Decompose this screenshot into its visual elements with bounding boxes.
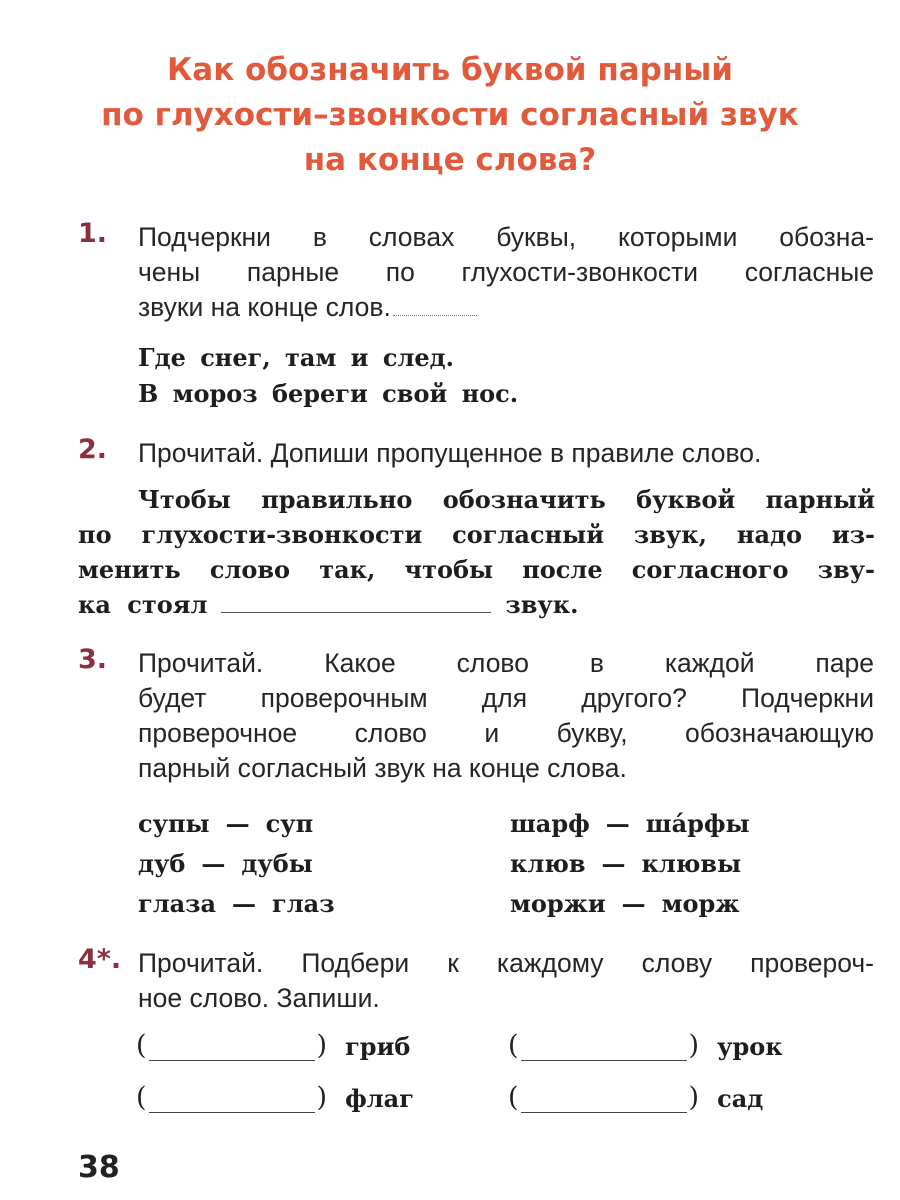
rule-line: по глухости-звонкости согласный звук, надо из-	[78, 520, 875, 549]
answer-blank[interactable]	[149, 1034, 315, 1061]
task-1-number: 1.	[78, 218, 108, 249]
task-1-examples	[138, 340, 518, 412]
rule-last-end: звук.	[505, 590, 579, 619]
fill-row	[508, 1030, 783, 1061]
pair-word[interactable]: дубы	[241, 849, 313, 878]
pair-word[interactable]: клюв	[510, 849, 586, 878]
rule-text	[78, 482, 875, 622]
task-4-word: урок	[717, 1032, 783, 1061]
rule-last-start: ка стоял	[78, 590, 208, 619]
open-paren: (	[136, 1030, 147, 1061]
page-number: 38	[78, 1150, 120, 1185]
title-line-3: на конце слова?	[303, 142, 597, 178]
page-title	[0, 48, 900, 183]
pair-dash: —	[605, 809, 630, 838]
word-pair[interactable]	[138, 884, 335, 924]
word-pair[interactable]	[138, 844, 313, 884]
close-paren: )	[316, 1082, 328, 1113]
rule-answer-blank[interactable]	[221, 590, 491, 613]
rule-line-last	[78, 587, 875, 622]
close-paren: )	[688, 1030, 700, 1061]
close-paren: )	[316, 1030, 328, 1061]
rule-line: Чтобы правильно обозначить буквой парный	[138, 485, 875, 514]
fill-row	[136, 1030, 410, 1061]
example-line: В мороз береги свой нос.	[138, 379, 519, 408]
dotted-line	[393, 305, 477, 316]
task-3-line: будет проверочным для другого? Подчеркни	[138, 683, 874, 713]
task-4-number: 4*.	[78, 944, 122, 975]
task-3-number: 3.	[78, 644, 108, 675]
task-4-line: Прочитай. Подбери к каждому слову провероч-	[138, 948, 874, 978]
close-paren: )	[688, 1082, 700, 1113]
task-3-line: парный согласный звук на конце слова.	[138, 753, 627, 783]
task-2-instruction	[138, 436, 874, 471]
task-1-instruction	[138, 220, 874, 325]
pair-word[interactable]: клювы	[641, 849, 742, 878]
example-line: Где снег, там и след.	[138, 343, 454, 372]
task-4-instruction	[138, 946, 874, 1016]
pair-dash: —	[621, 889, 646, 918]
word-pair[interactable]	[510, 844, 741, 884]
task-3-line: проверочное слово и букву, обозначающую	[138, 718, 874, 748]
pair-word[interactable]: шарф	[510, 809, 590, 838]
task-1-line	[138, 290, 874, 325]
answer-blank[interactable]	[521, 1034, 687, 1061]
open-paren: (	[508, 1030, 519, 1061]
task-1-line: чены парные по глухости-звонкости согласные	[138, 257, 874, 287]
pair-dash: —	[201, 849, 226, 878]
pair-word[interactable]: ша́рфы	[645, 809, 750, 838]
task-4-word: сад	[717, 1084, 764, 1113]
task-4-word: гриб	[345, 1032, 411, 1061]
word-pair[interactable]	[138, 804, 313, 844]
pair-word[interactable]: глаз	[272, 889, 335, 918]
pair-dash: —	[225, 809, 250, 838]
rule-line: менить слово так, чтобы после согласного зву-	[78, 555, 875, 584]
pair-word[interactable]: морж	[661, 889, 740, 918]
open-paren: (	[508, 1082, 519, 1113]
word-pair[interactable]	[510, 804, 750, 844]
task-2-line: Прочитай. Допиши пропущенное в правиле слово.	[138, 438, 762, 468]
title-line-2: по глухости–звонкости согласный звук	[101, 97, 799, 133]
pair-dash: —	[601, 849, 626, 878]
pair-word[interactable]: глаза	[138, 889, 217, 918]
fill-row	[508, 1082, 763, 1113]
task-1-line: Подчеркни в словах буквы, которыми обозна-	[138, 222, 874, 252]
pair-dash: —	[232, 889, 257, 918]
answer-blank[interactable]	[149, 1086, 315, 1113]
pair-word[interactable]: моржи	[510, 889, 606, 918]
pair-word[interactable]: супы	[138, 809, 210, 838]
pair-word[interactable]: дуб	[138, 849, 186, 878]
task-4-word: флаг	[345, 1084, 414, 1113]
title-line-1: Как обозначить буквой парный	[166, 52, 734, 88]
word-pair[interactable]	[510, 884, 740, 924]
fill-row	[136, 1082, 414, 1113]
answer-blank[interactable]	[521, 1086, 687, 1113]
task-2-number: 2.	[78, 434, 108, 465]
task-4-line: ное слово. Запиши.	[138, 983, 380, 1013]
open-paren: (	[136, 1082, 147, 1113]
task-1-line-text: звуки на конце слов.	[138, 292, 391, 322]
task-3-line: Прочитай. Какое слово в каждой паре	[138, 648, 874, 678]
task-3-instruction	[138, 646, 874, 786]
pair-word[interactable]: суп	[265, 809, 314, 838]
